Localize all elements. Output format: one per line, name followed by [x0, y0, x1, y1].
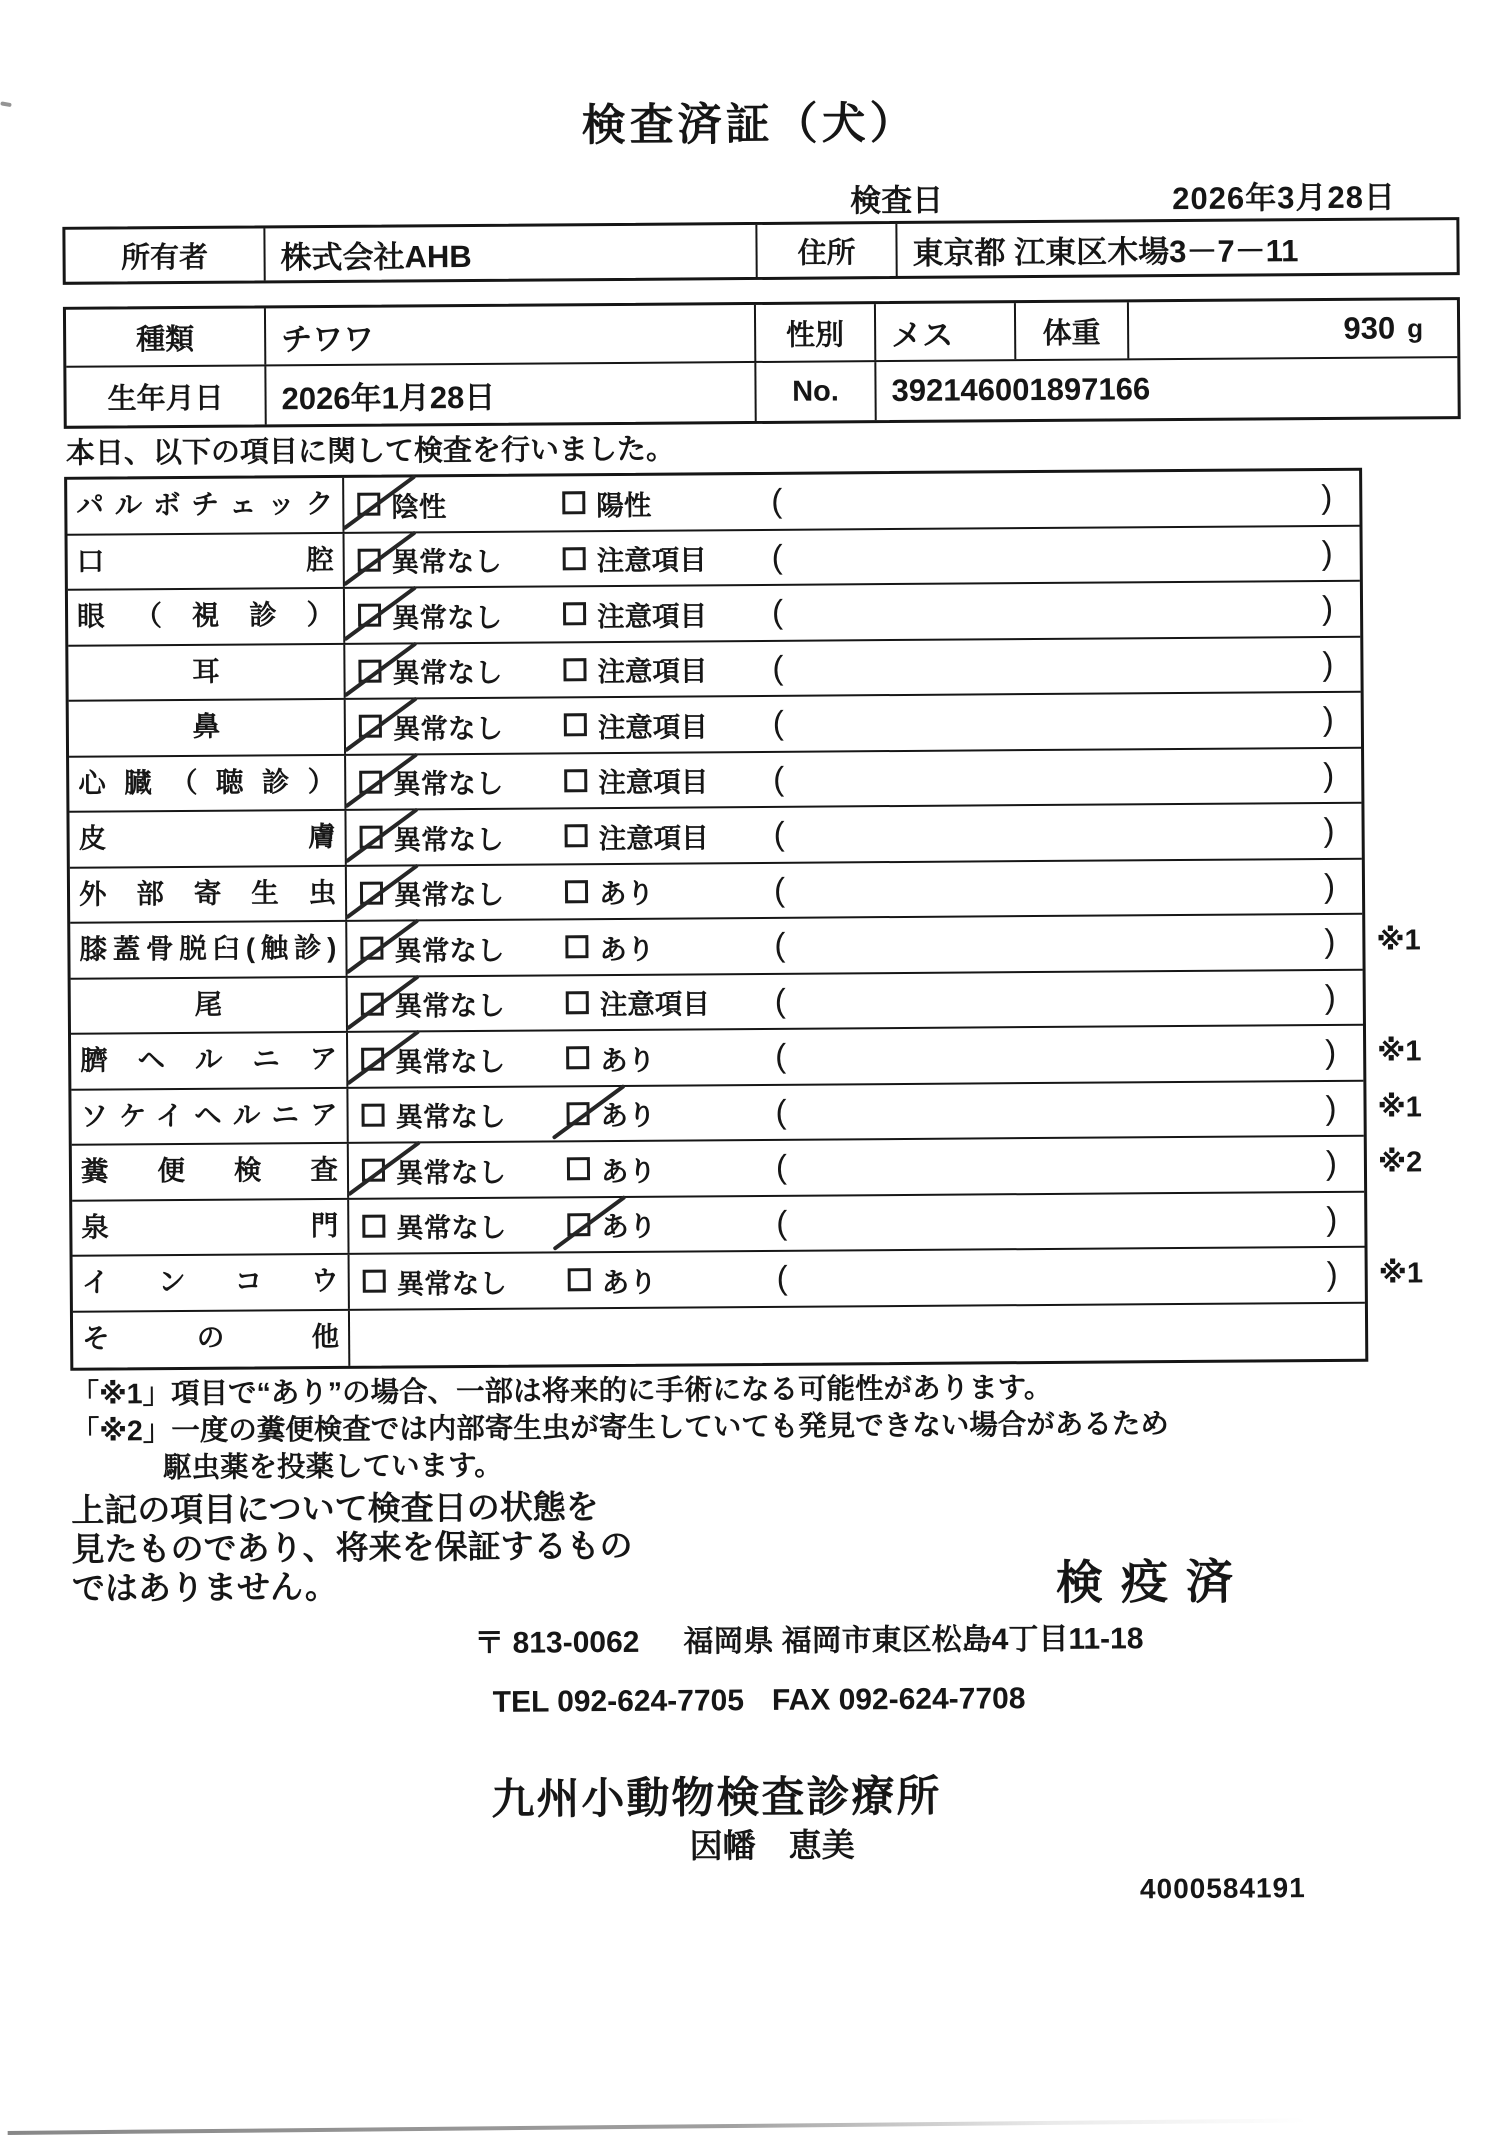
option-1	[361, 1032, 505, 1087]
option-label: 異常なし	[396, 1267, 507, 1300]
disclaimer	[71, 1487, 633, 1608]
inspection-row	[70, 859, 1362, 924]
clinic-fax: FAX 092-624-7708	[771, 1682, 1026, 1717]
paren-open: (	[774, 925, 786, 963]
option-1	[358, 532, 502, 587]
inspection-item-label: 泉門	[72, 1199, 349, 1254]
row-note: ※1	[1377, 1035, 1422, 1068]
option-1	[361, 976, 505, 1031]
footnote-line: 「※2」一度の糞便検査では内部寄生虫が寄生していても発見できない場合があるため	[70, 1408, 1169, 1448]
inspection-item-label: インコウ	[73, 1255, 350, 1310]
footnotes	[70, 1369, 1169, 1488]
checkbox	[358, 659, 381, 682]
paren-open: (	[772, 703, 784, 741]
clinic-postal-code: 〒 813-0062	[474, 1625, 640, 1660]
inspection-item-label: 尾	[71, 977, 348, 1032]
sex-value: メス	[876, 303, 1016, 360]
disclaimer-line: 上記の項目について検査日の状態を	[71, 1488, 599, 1529]
paren-close: )	[1325, 1088, 1337, 1126]
paren-close: )	[1322, 644, 1334, 682]
inspection-item-label: 外部寄生虫	[70, 866, 347, 921]
checkbox	[566, 1102, 589, 1125]
disclaimer-line: 見たものであり、将来を保証するもの	[71, 1526, 633, 1568]
footnote-line: 駆虫薬を投薬しています。	[162, 1449, 503, 1485]
address-label: 住所	[757, 224, 897, 277]
paren-close: )	[1326, 1199, 1338, 1237]
option-label: あり	[598, 877, 655, 910]
option-label: 注意項目	[597, 711, 708, 743]
inspection-item-label: 口腔	[68, 533, 345, 588]
checkbox	[358, 604, 381, 627]
option-label: 陰性	[391, 490, 447, 523]
checkbox	[568, 1268, 591, 1291]
option-2	[563, 531, 707, 586]
checkbox	[566, 1046, 589, 1069]
option-label: 注意項目	[596, 600, 708, 632]
checkbox	[360, 826, 383, 849]
option-label: 異常なし	[394, 990, 505, 1022]
option-1	[357, 477, 446, 531]
paren-close: )	[1321, 477, 1333, 516]
clinic-tel: TEL 092-624-7705	[492, 1684, 745, 1719]
paren-open: (	[771, 592, 784, 630]
checkbox	[363, 1270, 386, 1293]
clinic-address-line	[474, 1613, 1144, 1662]
scan-edge-line	[8, 2118, 1308, 2134]
pet-info-table	[63, 297, 1461, 429]
option-1	[363, 1254, 507, 1309]
owner-value: 株式会社AHB	[265, 225, 757, 280]
option-1	[360, 865, 504, 920]
checkbox	[361, 1103, 384, 1126]
checkbox	[362, 1159, 385, 1182]
paren-close: )	[1324, 977, 1336, 1015]
paren-close: )	[1323, 755, 1335, 793]
inspection-date-label: 検査日	[850, 182, 944, 219]
option-1	[359, 810, 503, 865]
inspection-row	[72, 1137, 1423, 1202]
option-label: あり	[600, 1044, 656, 1076]
row-note: ※1	[1377, 1090, 1422, 1124]
paren-open: (	[775, 1036, 787, 1074]
option-label: 注意項目	[598, 766, 709, 799]
checkbox	[563, 547, 586, 570]
inspection-row	[67, 471, 1359, 536]
paren-open: (	[775, 1092, 787, 1130]
checkbox	[357, 493, 380, 516]
option-label: 陽性	[596, 489, 652, 521]
option-2	[566, 1031, 655, 1085]
inspection-row	[68, 526, 1360, 591]
option-label: 注意項目	[597, 655, 708, 688]
row-note: ※2	[1377, 1146, 1423, 1179]
inspection-row	[71, 970, 1363, 1035]
inspection-item-label: 心臓（聴診）	[69, 755, 346, 810]
option-2	[565, 864, 654, 918]
option-2	[568, 1253, 657, 1307]
document-title: 検査済証（犬）	[581, 98, 918, 151]
checkbox	[563, 658, 586, 681]
paren-close: )	[1324, 921, 1336, 960]
number-value: 392146001897166	[891, 371, 1151, 409]
breed-label: 種類	[66, 308, 266, 365]
inspection-item-label: 眼（視診）	[68, 589, 345, 644]
option-label: 異常なし	[393, 823, 504, 856]
clinic-address: 福岡県 福岡市東区松島4丁目11-18	[683, 1622, 1144, 1659]
option-2	[566, 975, 710, 1030]
weight-label: 体重	[1016, 302, 1129, 359]
option-label: 異常なし	[394, 934, 505, 967]
option-label: あり	[600, 1155, 657, 1187]
owner-label: 所有者	[65, 228, 265, 281]
owner-table	[62, 217, 1459, 285]
checkbox	[359, 770, 382, 793]
inspection-row	[71, 1081, 1422, 1146]
inspection-row	[69, 748, 1361, 813]
option-1	[359, 754, 503, 809]
option-2	[564, 697, 708, 752]
paren-open: (	[774, 981, 786, 1019]
option-1	[362, 1198, 506, 1253]
weight-value	[1129, 300, 1457, 358]
option-label: 異常なし	[395, 1156, 507, 1189]
inspection-row	[73, 1303, 1365, 1368]
paren-open: (	[773, 870, 786, 908]
paren-close: )	[1322, 699, 1334, 738]
checkbox	[359, 715, 382, 738]
option-label: 異常なし	[395, 1101, 506, 1133]
option-label: あり	[601, 1210, 657, 1243]
checkbox	[565, 935, 588, 958]
option-label: あり	[599, 933, 655, 965]
checkbox	[362, 1214, 385, 1237]
inspection-row	[68, 637, 1360, 702]
checkbox	[565, 880, 588, 903]
address-value: 東京都 江東区木場3－7－11	[912, 232, 1299, 271]
option-label: 注意項目	[599, 988, 710, 1021]
option-label: 異常なし	[392, 657, 503, 689]
serial-number: 4000584191	[1139, 1872, 1306, 1905]
paren-close: )	[1323, 810, 1335, 849]
inspection-row	[70, 915, 1421, 980]
checkbox	[360, 881, 383, 904]
option-2	[564, 753, 708, 808]
inspection-item-label: その他	[73, 1310, 350, 1367]
paren-open: (	[776, 1203, 788, 1241]
option-1	[359, 699, 503, 754]
paren-open: (	[776, 1258, 788, 1296]
option-1	[362, 1143, 506, 1198]
footnote-line: 「※1」項目で“あり”の場合、一部は将来的に手術になる可能性があります。	[70, 1371, 1053, 1411]
option-2	[565, 920, 654, 974]
option-1	[361, 1087, 505, 1142]
paren-open: (	[773, 759, 785, 797]
clinic-tel-line	[493, 1682, 1026, 1720]
paren-open: (	[775, 1147, 788, 1185]
inspection-date-value: 2026年3月28日	[1172, 179, 1396, 217]
option-1	[358, 643, 502, 698]
inspection-row	[68, 582, 1360, 647]
checkbox	[564, 769, 587, 792]
option-label: 異常なし	[391, 546, 502, 578]
checkbox	[567, 1157, 590, 1180]
paren-close: )	[1326, 1254, 1338, 1293]
inspection-item-label: 耳	[68, 644, 345, 699]
checkbox	[564, 713, 587, 736]
option-1	[358, 588, 502, 643]
option-label: 異常なし	[393, 879, 505, 911]
option-2	[567, 1197, 656, 1251]
paren-close: )	[1325, 1032, 1337, 1071]
option-label: 異常なし	[396, 1211, 507, 1244]
inspection-item-label: 皮膚	[69, 811, 346, 866]
checkbox	[361, 992, 384, 1015]
paren-open: (	[771, 481, 783, 519]
option-2	[562, 476, 651, 530]
checkbox	[361, 1048, 384, 1071]
paren-close: )	[1323, 866, 1336, 904]
option-label: 注意項目	[596, 544, 707, 577]
veterinarian-name: 因幡 恵美	[689, 1826, 855, 1865]
option-2	[566, 1086, 655, 1140]
option-label: 異常なし	[395, 1045, 506, 1078]
option-label: 異常なし	[393, 768, 504, 800]
option-label: あり	[601, 1266, 657, 1298]
weight-unit: g	[1407, 312, 1424, 343]
checkbox	[360, 937, 383, 960]
inspection-row	[71, 1026, 1422, 1091]
row-note: ※1	[1376, 924, 1421, 957]
statement-text: 本日、以下の項目に関して検査を行いました。	[65, 433, 676, 470]
birthdate-label: 生年月日	[66, 366, 266, 425]
inspection-item-label: パルボチェック	[67, 478, 344, 533]
inspection-row	[72, 1192, 1364, 1257]
number-label: No.	[756, 362, 876, 421]
checkbox	[567, 1213, 590, 1236]
disclaimer-line: ではありません。	[71, 1567, 338, 1607]
option-1	[360, 921, 504, 976]
inspection-row	[73, 1248, 1424, 1313]
sex-label: 性別	[756, 304, 876, 361]
option-label: 異常なし	[392, 712, 503, 745]
option-2	[564, 808, 708, 863]
option-2	[567, 1142, 656, 1196]
row-note: ※1	[1378, 1257, 1424, 1290]
paren-close: )	[1325, 1143, 1338, 1182]
quarantine-stamp: 検疫済	[1055, 1554, 1252, 1609]
paren-close: )	[1321, 533, 1333, 571]
paren-close: )	[1321, 588, 1334, 627]
option-label: あり	[600, 1099, 656, 1132]
checkbox	[565, 824, 588, 847]
option-label: 注意項目	[598, 822, 709, 854]
inspection-item-label: 糞便検査	[72, 1144, 349, 1199]
weight-number: 930	[1343, 310, 1396, 346]
option-label: 異常なし	[391, 601, 503, 634]
option-2	[563, 586, 707, 641]
checkbox	[566, 991, 589, 1014]
inspection-item-label: 鼻	[69, 700, 346, 755]
paren-open: (	[771, 537, 783, 575]
paren-open: (	[773, 814, 785, 852]
clinic-name: 九州小動物検査診療所	[491, 1772, 942, 1824]
inspection-row	[69, 693, 1361, 758]
checkbox	[562, 491, 585, 514]
checkbox	[563, 602, 586, 625]
breed-value: チワワ	[266, 305, 756, 364]
option-2	[563, 642, 707, 697]
checkbox	[358, 548, 381, 571]
inspection-item-label: ソケイヘルニア	[71, 1088, 348, 1143]
paren-open: (	[772, 648, 784, 686]
inspection-item-label: 臍ヘルニア	[71, 1033, 348, 1088]
inspection-row	[69, 804, 1361, 869]
inspection-table	[64, 468, 1424, 1371]
birthdate-value: 2026年1月28日	[266, 363, 756, 424]
inspection-item-label: 膝蓋骨脱臼(触診)	[70, 922, 347, 977]
